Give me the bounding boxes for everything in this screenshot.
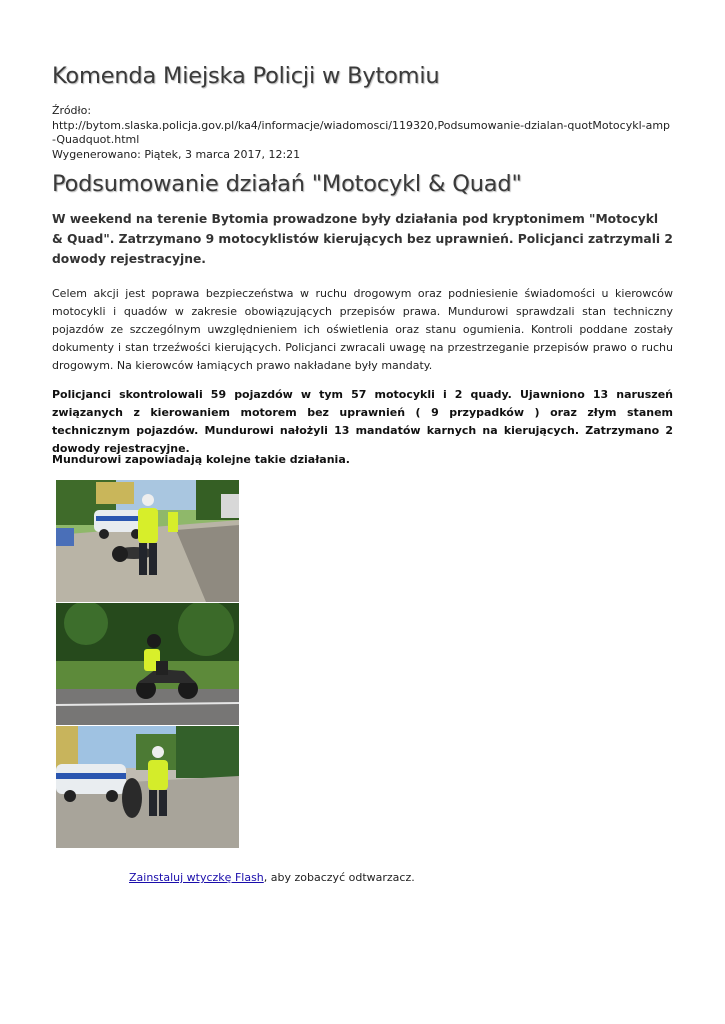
source-url: http://bytom.slaska.policja.gov.pl/ka4/informacje/wiadomosci/119320,Podsumowanie-dzialan-quotMotocykl-amp-Quadquot.html <box>52 118 671 146</box>
org-title: Komenda Miejska Policji w Bytomiu <box>52 63 440 89</box>
article-summary: Policjanci skontrolowali 59 pojazdów w tym 57 motocykli i 2 quady. Ujawniono 13 naruszeń związanych z kierowaniem motorem bez uprawnień ( 9 przypadków ) oraz złym stanem technicznym pojazdów. Mundurowi nałożyli 13 mandatów karnych na kierujących. Zatrzymano 2 dowody rejestracyjne. <box>52 388 673 455</box>
article-lead: W weekend na terenie Bytomia prowadzone były działania pod kryptonimem "Motocykl & Quad". Zatrzymano 9 motocyklistów kierujących bez uprawnień. Policjanci zatrzymali 2 dowody rejestracyjne. <box>52 212 673 266</box>
photo-police-checkpoint-2 <box>56 726 239 848</box>
flash-notice-text: , aby zobaczyć odtwarzacz. <box>263 871 415 884</box>
photo-motorcycle-rider <box>56 603 239 725</box>
generated-date: Wygenerowano: Piątek, 3 marca 2017, 12:21 <box>52 147 301 161</box>
source-label: Źródło: <box>52 104 92 117</box>
photo-police-checkpoint-1 <box>56 480 239 602</box>
meta-block <box>52 104 673 162</box>
install-flash-link[interactable]: Zainstaluj wtyczkę Flash <box>129 871 264 884</box>
article-announce: Mundurowi zapowiadają kolejne takie działania. <box>52 453 350 466</box>
article-title: Podsumowanie działań "Motocykl & Quad" <box>52 171 522 197</box>
flash-notice <box>129 871 415 884</box>
article-body: Celem akcji jest poprawa bezpieczeństwa w ruchu drogowym oraz podniesienie świadomości u kierowców motocykli i quadów w zakresie obowiązujących przepisów prawa. Mundurowi sprawdzali stan techniczny pojazdów ze szczególnym uwzględnieniem ich oświetlenia oraz stanu ogumienia. Kontroli poddane zostały dokumenty i stan trzeźwości kierujących. Policjanci zwracali uwagę na przestrzeganie przepisów prawo o ruchu drogowym. Na kierowców łamiących prawo nakładane były mandaty. <box>52 287 673 372</box>
